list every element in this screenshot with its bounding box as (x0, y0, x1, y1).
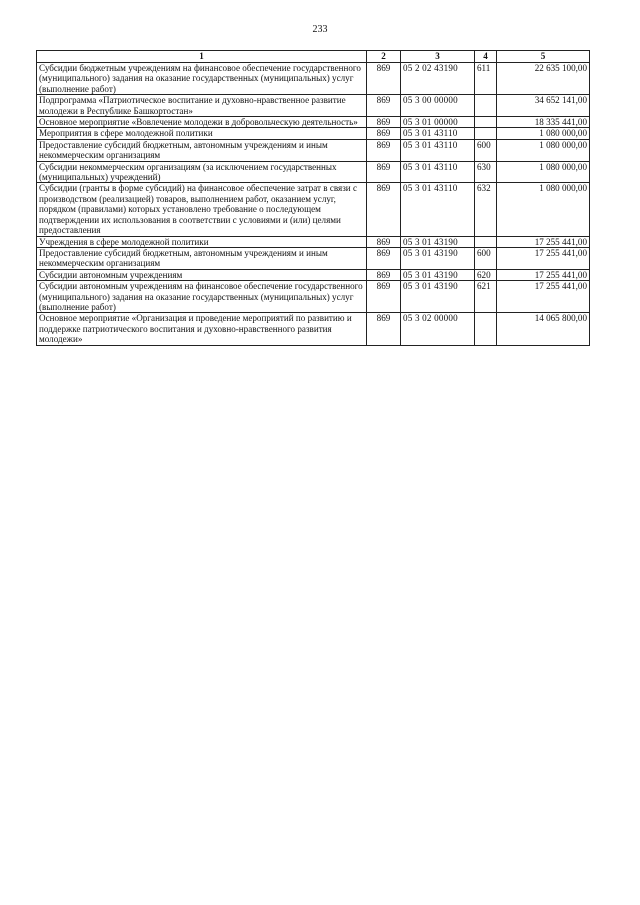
row-csr-cell: 05 3 01 43110 (401, 128, 475, 139)
table-row (37, 313, 590, 345)
table-row (37, 236, 590, 247)
row-name-cell: Субсидии (гранты в форме субсидий) на финансовое обеспечение затрат в связи с производством (реализацией) товаров, выполнением работ, оказанием услуг, порядком (правилами) которых установлено требование о последующем подтверждении их использования в соответствии с условиями и (или) целями предоставления (37, 183, 367, 236)
header-col-2: 2 (367, 51, 401, 63)
row-csr-cell: 05 2 02 43190 (401, 63, 475, 95)
row-vr-cell: 600 (475, 139, 497, 161)
row-name-cell: Предоставление субсидий бюджетным, автономным учреждениям и иным некоммерческим организациям (37, 139, 367, 161)
row-csr-cell: 05 3 00 00000 (401, 95, 475, 117)
row-csr-cell: 05 3 02 00000 (401, 313, 475, 345)
row-amount-cell: 17 255 441,00 (497, 247, 590, 269)
row-name-cell: Учреждения в сфере молодежной политики (37, 236, 367, 247)
table-row (37, 161, 590, 183)
row-name-cell: Подпрограмма «Патриотическое воспитание и духовно-нравственное развитие молодежи в Республике Башкортостан» (37, 95, 367, 117)
row-code-cell: 869 (367, 161, 401, 183)
table-row (37, 95, 590, 117)
row-amount-cell: 14 065 800,00 (497, 313, 590, 345)
row-amount-cell: 1 080 000,00 (497, 139, 590, 161)
row-amount-cell: 18 335 441,00 (497, 117, 590, 128)
row-vr-cell: 611 (475, 63, 497, 95)
row-amount-cell: 22 635 100,00 (497, 63, 590, 95)
table-row (37, 128, 590, 139)
page-number: 233 (312, 24, 328, 35)
table-row (37, 139, 590, 161)
row-vr-cell: 630 (475, 161, 497, 183)
row-name-cell: Субсидии автономным учреждениям (37, 269, 367, 280)
row-name-cell: Субсидии автономным учреждениям на финансовое обеспечение государственного (муниципального) задания на оказание государственных (муниципальных) услуг (выполнение работ) (37, 281, 367, 313)
row-name-cell: Предоставление субсидий бюджетным, автономным учреждениям и иным некоммерческим организациям (37, 247, 367, 269)
table-row (37, 281, 590, 313)
row-vr-cell (475, 117, 497, 128)
row-amount-cell: 17 255 441,00 (497, 236, 590, 247)
row-csr-cell: 05 3 01 43190 (401, 281, 475, 313)
header-col-3: 3 (401, 51, 475, 63)
row-code-cell: 869 (367, 236, 401, 247)
budget-table (36, 50, 590, 346)
row-amount-cell: 1 080 000,00 (497, 128, 590, 139)
header-row (37, 51, 590, 63)
row-csr-cell: 05 3 01 00000 (401, 117, 475, 128)
row-code-cell: 869 (367, 95, 401, 117)
row-amount-cell: 34 652 141,00 (497, 95, 590, 117)
row-name-cell: Субсидии некоммерческим организациям (за исключением государственных (муниципальных) учреждений) (37, 161, 367, 183)
row-code-cell: 869 (367, 117, 401, 128)
row-name-cell: Мероприятия в сфере молодежной политики (37, 128, 367, 139)
row-code-cell: 869 (367, 281, 401, 313)
row-csr-cell: 05 3 01 43190 (401, 236, 475, 247)
row-amount-cell: 1 080 000,00 (497, 161, 590, 183)
row-vr-cell (475, 95, 497, 117)
header-col-5: 5 (497, 51, 590, 63)
row-csr-cell: 05 3 01 43110 (401, 183, 475, 236)
row-vr-cell: 620 (475, 269, 497, 280)
table-row (37, 183, 590, 236)
row-vr-cell: 600 (475, 247, 497, 269)
row-name-cell: Субсидии бюджетным учреждениям на финансовое обеспечение государственного (муниципального) задания на оказание государственных (муниципальных) услуг (выполнение работ) (37, 63, 367, 95)
row-amount-cell: 17 255 441,00 (497, 281, 590, 313)
header-col-4: 4 (475, 51, 497, 63)
row-code-cell: 869 (367, 247, 401, 269)
row-csr-cell: 05 3 01 43110 (401, 161, 475, 183)
table-row (37, 269, 590, 280)
table-row (37, 117, 590, 128)
row-code-cell: 869 (367, 313, 401, 345)
row-vr-cell: 621 (475, 281, 497, 313)
row-code-cell: 869 (367, 128, 401, 139)
row-code-cell: 869 (367, 63, 401, 95)
table-row (37, 247, 590, 269)
row-name-cell: Основное мероприятие «Вовлечение молодежи в добровольческую деятельность» (37, 117, 367, 128)
row-csr-cell: 05 3 01 43110 (401, 139, 475, 161)
row-code-cell: 869 (367, 269, 401, 280)
row-csr-cell: 05 3 01 43190 (401, 247, 475, 269)
row-amount-cell: 17 255 441,00 (497, 269, 590, 280)
row-vr-cell (475, 313, 497, 345)
row-vr-cell (475, 128, 497, 139)
row-code-cell: 869 (367, 183, 401, 236)
row-code-cell: 869 (367, 139, 401, 161)
row-name-cell: Основное мероприятие «Организация и проведение мероприятий по развитию и поддержке патриотического воспитания и духовно-нравственного развития молодежи» (37, 313, 367, 345)
header-col-1: 1 (37, 51, 367, 63)
table-row (37, 63, 590, 95)
row-csr-cell: 05 3 01 43190 (401, 269, 475, 280)
row-vr-cell: 632 (475, 183, 497, 236)
row-vr-cell (475, 236, 497, 247)
row-amount-cell: 1 080 000,00 (497, 183, 590, 236)
